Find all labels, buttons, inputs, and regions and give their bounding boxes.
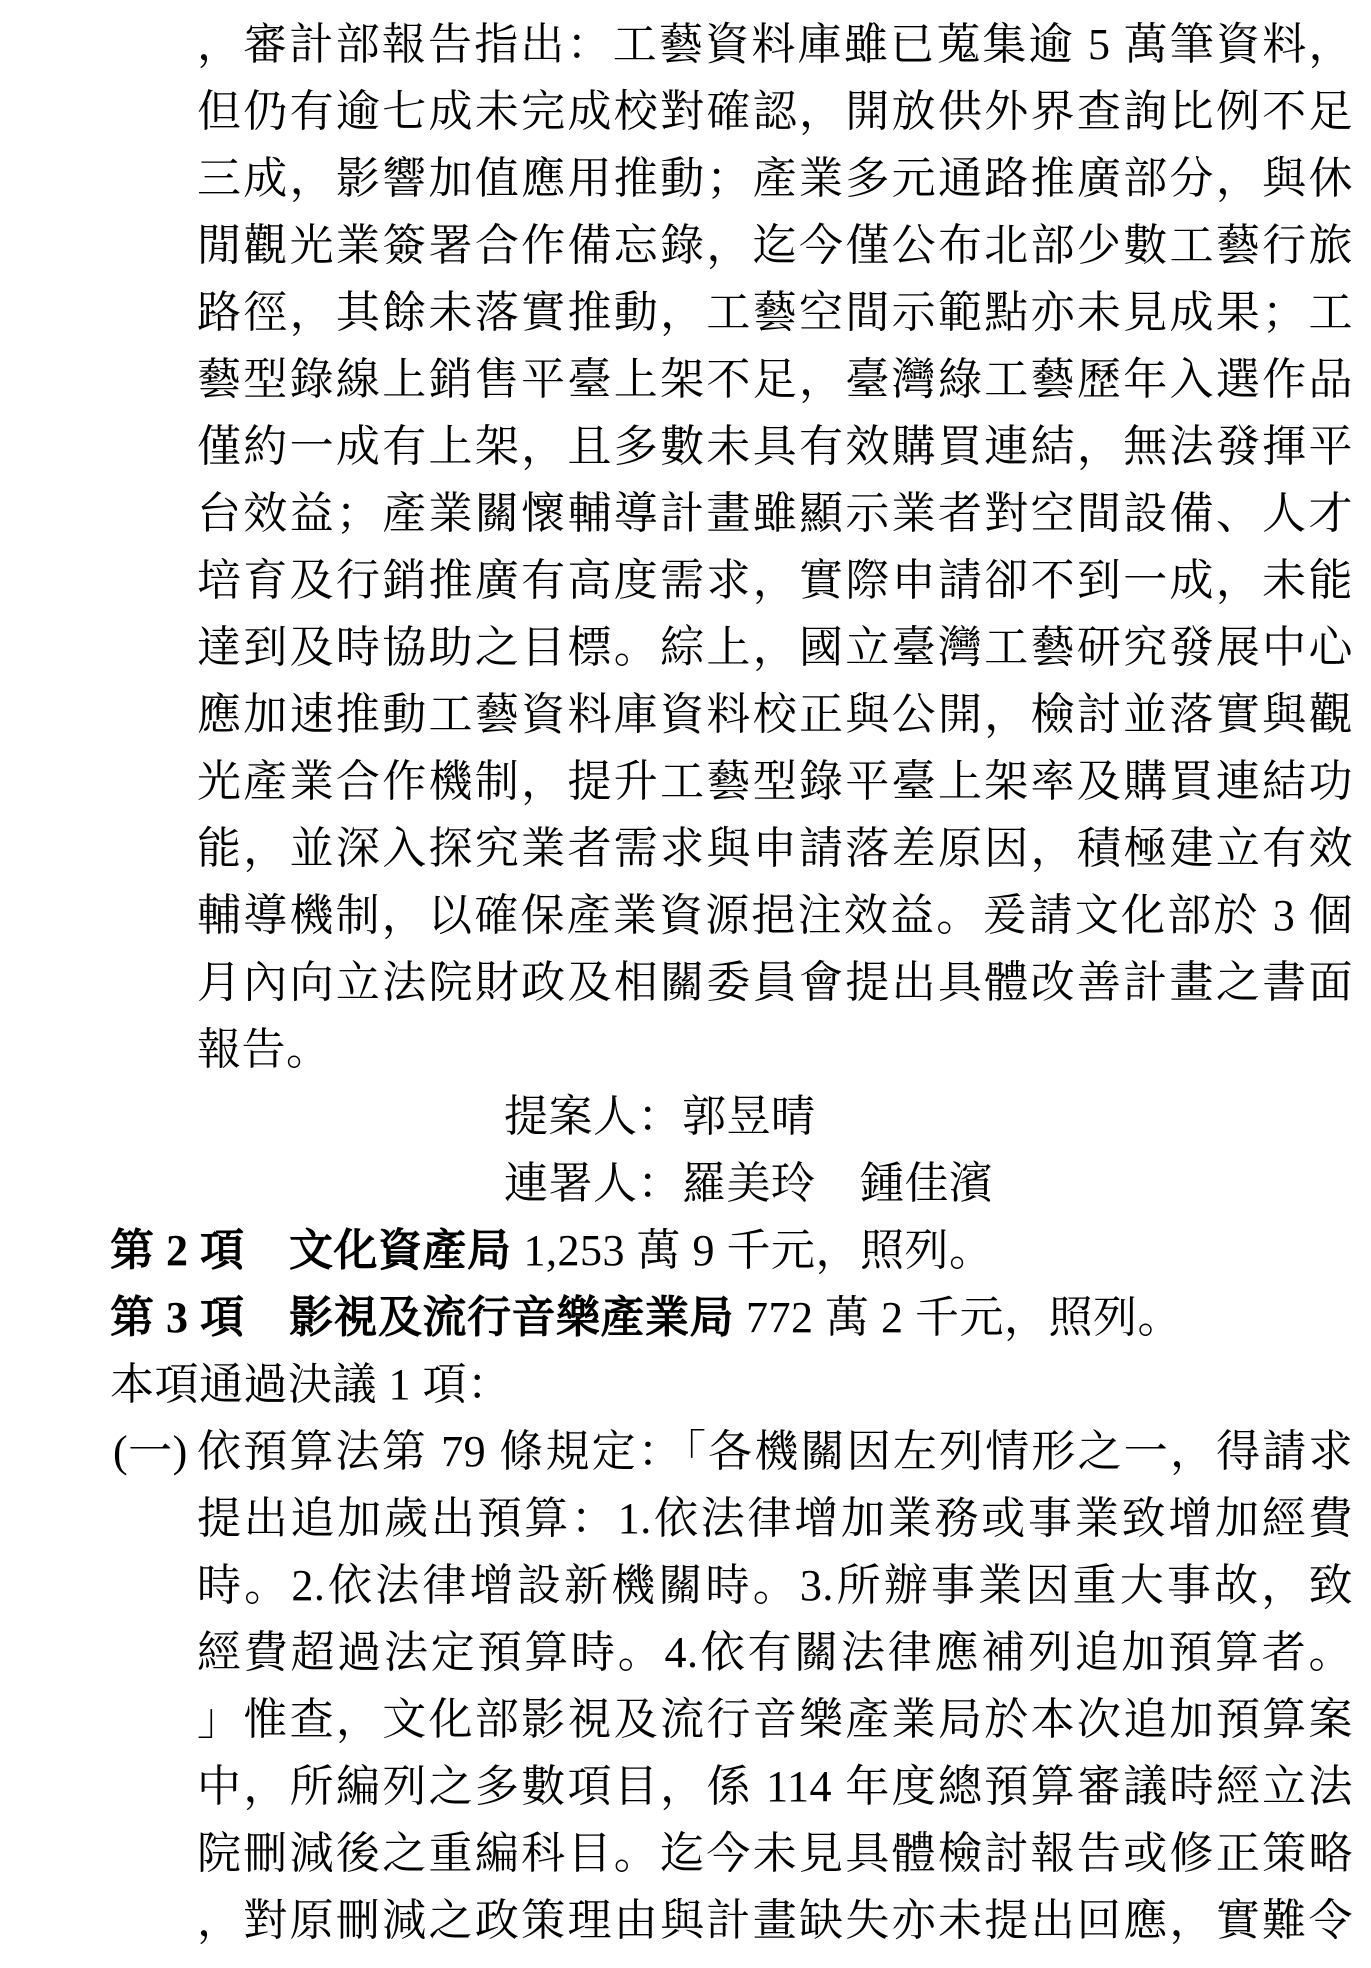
budget-item-2 <box>110 1217 1371 1284</box>
paragraph-line: 達到及時協助之目標。綜上，國立臺灣工藝研究發展中心 <box>197 623 1353 672</box>
resolution-line: 提出追加歲出預算：1.依法律增加業務或事業致增加經費 <box>197 1494 1353 1543</box>
paragraph-line: 台效益；產業關懷輔導計畫雖顯示業者對空間設備、人才 <box>197 489 1353 538</box>
paragraph-line: 路徑，其餘未落實推動，工藝空間示範點亦未見成果；工 <box>197 288 1353 337</box>
paragraph-line: 光產業合作機制，提升工藝型錄平臺上架率及購買連結功 <box>197 757 1353 806</box>
paragraph-line: 月內向立法院財政及相關委員會提出具體改善計畫之書面 <box>197 958 1353 1007</box>
budget-item-3 <box>110 1284 1371 1351</box>
list-item-marker: (一) <box>113 1427 188 1476</box>
paragraph-line: ，審計部報告指出：工藝資料庫雖已蒐集逾 5 萬筆資料， <box>197 20 1353 69</box>
resolution-line: 」惟查，文化部影視及流行音樂產業局於本次追加預算案 <box>197 1695 1353 1744</box>
paragraph-line: 培育及行銷推廣有高度需求，實際申請卻不到一成，未能 <box>197 556 1353 605</box>
paragraph-line: 藝型錄線上銷售平臺上架不足，臺灣綠工藝歷年入選作品 <box>197 355 1353 404</box>
resolution-line: 院刪減後之重編科目。迄今未見具體檢討報告或修正策略 <box>197 1829 1353 1878</box>
resolution-line: ，對原刪減之政策理由與計畫缺失亦未提出回應，實難令 <box>197 1896 1353 1945</box>
paragraph-line: 報告。 <box>197 1025 331 1074</box>
paragraph-line: 三成，影響加值應用推動；產業多元通路推廣部分，與休 <box>197 154 1353 203</box>
paragraph-line: 閒觀光業簽署合作備忘錄，迄今僅公布北部少數工藝行旅 <box>197 221 1353 270</box>
budget-item-3-amount: 772 萬 2 千元，照列。 <box>746 1293 1182 1342</box>
paragraph-line: 應加速推動工藝資料庫資料校正與公開，檢討並落實與觀 <box>197 690 1353 739</box>
resolution-line: 時。2.依法律增設新機關時。3.所辦事業因重大事故，致 <box>197 1561 1353 1610</box>
paragraph-line: 輔導機制，以確保產業資源挹注效益。爰請文化部於 3 個 <box>197 891 1353 940</box>
resolution-line: 經費超過法定預算時。4.依有關法律應補列追加預算者。 <box>197 1628 1353 1677</box>
budget-item-2-label: 第 2 項 文化資產局 <box>110 1226 512 1275</box>
resolution-line-first <box>113 1418 1371 1485</box>
paragraph-line: 能，並深入探究業者需求與申請落差原因，積極建立有效 <box>197 824 1353 873</box>
resolution-intro: 本項通過決議 1 項： <box>110 1360 512 1409</box>
paragraph-line: 僅約一成有上架，且多數未具有效購買連結，無法發揮平 <box>197 422 1353 471</box>
budget-item-3-label: 第 3 項 影視及流行音樂產業局 <box>110 1293 734 1342</box>
proposer-line: 提案人：郭昱晴 <box>504 1092 816 1141</box>
paragraph-line: 但仍有逾七成未完成校對確認，開放供外界查詢比例不足 <box>197 87 1353 136</box>
resolution-line-text: 依預算法第 79 條規定：「各機關因左列情形之一，得請求 <box>197 1427 1353 1476</box>
budget-item-2-amount: 1,253 萬 9 千元，照列。 <box>523 1226 994 1275</box>
cosigner-line: 連署人：羅美玲 鍾佳濱 <box>504 1159 994 1208</box>
resolution-line: 中，所編列之多數項目，係 114 年度總預算審議時經立法 <box>197 1762 1353 1811</box>
